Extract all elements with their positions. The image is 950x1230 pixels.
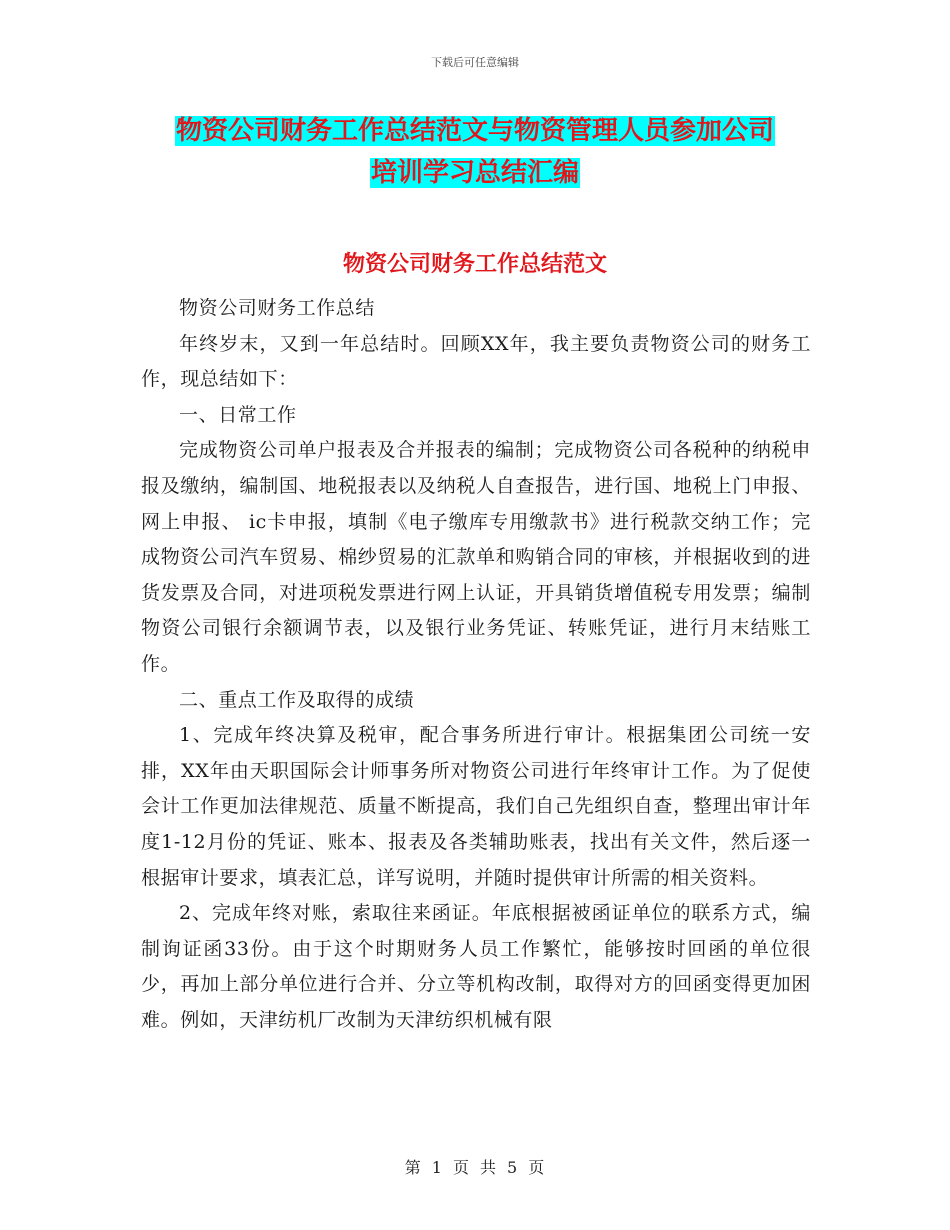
paragraph: 2、完成年终对账，索取往来函证。年底根据被函证单位的联系方式，编制询证函33份。由于这个时期财务人员工作繁忙，能够按时回函的单位很少，再加上部分单位进行合并、分立等机构改制，取得对方的回函变得更加困难。例如，天津纺机厂改制为天津纺织机械有限 xyxy=(141,902,811,1031)
header-note: 下载后可任意编辑 xyxy=(431,56,519,69)
page-footer xyxy=(0,1155,950,1178)
paragraph: 二、重点工作及取得的成绩 xyxy=(179,688,415,711)
paragraph: 1、完成年终决算及税审，配合事务所进行审计。根据集团公司统一安排，XX年由天职国际会计师事务所对物资公司进行年终审计工作。为了促使会计工作更加法律规范、质量不断提高，我们自己先组织自查，整理出审计年度1-12月份的凭证、账本、报表及各类辅助账表，找出有关文件，然后逐一根据审计要求，填表汇总，详写说明，并随时提供审计所需的相关资料。 xyxy=(141,724,811,889)
title-line-1: 物资公司财务工作总结范文与物资管理人员参加公司 xyxy=(175,116,774,146)
footer-total-label: 共 xyxy=(480,1158,498,1177)
footer-page-number: 1 xyxy=(431,1158,443,1177)
body-text xyxy=(141,291,811,1038)
footer-total-pages: 5 xyxy=(507,1158,519,1177)
paragraph: 一、日常工作 xyxy=(179,403,297,426)
document-title xyxy=(140,110,810,194)
title-line-2: 培训学习总结汇编 xyxy=(370,158,579,188)
paragraph: 物资公司财务工作总结 xyxy=(179,297,376,319)
footer-page-unit: 页 xyxy=(452,1158,470,1177)
footer-page-label: 第 xyxy=(404,1158,422,1177)
section-subtitle: 物资公司财务工作总结范文 xyxy=(342,252,607,277)
paragraph: 年终岁末，又到一年总结时。回顾XX年，我主要负责物资公司的财务工作，现总结如下： xyxy=(141,332,811,391)
paragraph: 完成物资公司单户报表及合并报表的编制；完成物资公司各税种的纳税申报及缴纳，编制国、地税报表以及纳税人自查报告，进行国、地税上门申报、网上申报、 ic卡申报，填制《电子缴库专用缴款书》进行税款交纳工作；完成物资公司汽车贸易、棉纱贸易的汇款单和购销合同的审核，并根据收到的进货发票及合同，对进项税发票进行网上认证，开具销货增值税专用发票；编制物资公司银行余额调节表，以及银行业务凭证、转账凭证，进行月末结账工作。 xyxy=(141,439,811,675)
footer-total-unit: 页 xyxy=(528,1158,546,1177)
